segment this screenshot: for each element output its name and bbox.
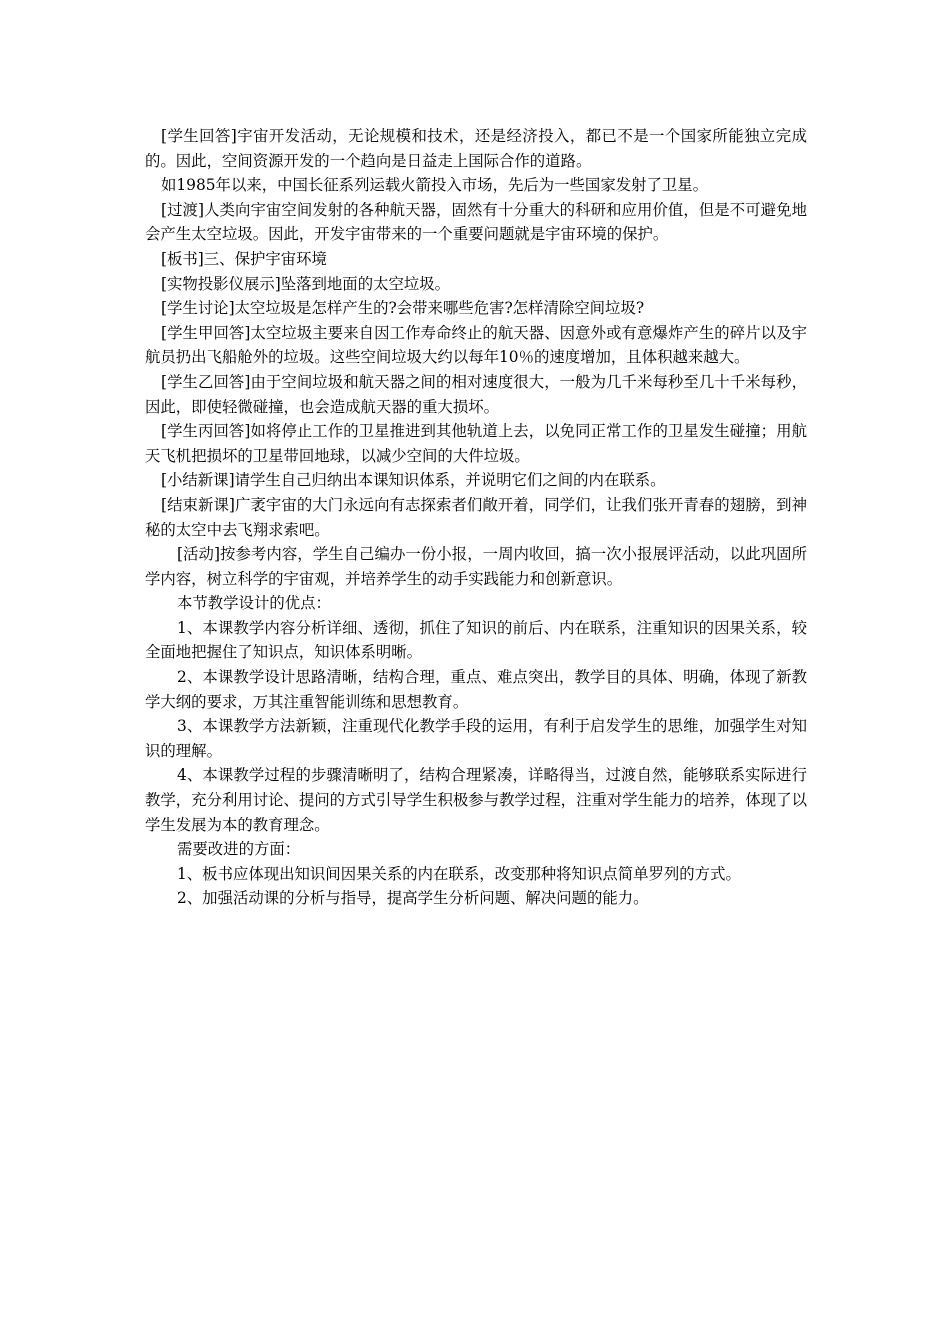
paragraph-projector: [实物投影仪展示]坠落到地面的太空垃圾。	[161, 274, 451, 293]
paragraph-activity: [活动]按参考内容，学生自己编办一份小报，一周内收回，搞一次小报展评活动，以此巩固所学内容，树立科学的宇宙观，并培养学生的动手实践能力和创新意识。	[145, 545, 807, 588]
paragraph-summary: [小结新课]请学生自己归纳出本课知识体系，并说明它们之间的内在联系。	[161, 471, 666, 490]
paragraph-student-answer: [学生回答]宇宙开发活动，无论规模和技术，还是经济投入，都已不是一个国家所能独立完成的。因此，空间资源开发的一个趋向是日益走上国际合作的道路。	[145, 127, 807, 170]
paragraph-student-b: [学生乙回答]由于空间垃圾和航天器之间的相对速度很大，一般为几千米每秒至几十千米每秒，因此，即使轻微碰撞，也会造成航天器的重大损坏。	[145, 372, 807, 416]
paragraph-student-c: [学生丙回答]如将停止工作的卫星推进到其他轨道上去，以免同正常工作的卫星发生碰撞；用航天飞机把损坏的卫星带回地球，以减少空间的大件垃圾。	[145, 422, 807, 465]
heading-advantages: 本节教学设计的优点：	[177, 594, 331, 613]
list-item-advantage-1: 1、本课教学内容分析详细、透彻，抓住了知识的前后、内在联系，注重知识的因果关系，较全面地把握住了知识点，知识体系明晰。	[145, 618, 807, 662]
paragraph-example-1985: 如1985年以来，中国长征系列运载火箭投入市场，先后为一些国家发射了卫星。	[161, 176, 709, 195]
document-body	[145, 124, 807, 911]
paragraph-blackboard: [板书]三、保护宇宙环境	[161, 249, 327, 268]
list-item-improvement-2: 2、加强活动课的分析与指导，提高学生分析问题、解决问题的能力。	[177, 889, 649, 908]
list-item-advantage-3: 3、本课教学方法新颖，注重现代化教学手段的运用，有利于启发学生的思维，加强学生对知识的理解。	[145, 717, 807, 760]
paragraph-student-a: [学生甲回答]太空垃圾主要来自因工作寿命终止的航天器、因意外或有意爆炸产生的碎片以及宇航员扔出飞船舱外的垃圾。这些空间垃圾大约以每年10％的速度增加，且体积越来越大。	[145, 323, 807, 367]
list-item-advantage-4: 4、本课教学过程的步骤清晰明了，结构合理紧凑，详略得当，过渡自然，能够联系实际进行教学，充分利用讨论、提问的方式引导学生积极参与教学过程，注重对学生能力的培养，体现了以学生发展为本的教育理念。	[145, 766, 807, 834]
list-item-improvement-1: 1、板书应体现出知识间因果关系的内在联系，改变那种将知识点简单罗列的方式。	[177, 864, 741, 883]
paragraph-conclusion: [结束新课]广袤宇宙的大门永远向有志探索者们敞开着，同学们，让我们张开青春的翅膀，到神秘的太空中去飞翔求索吧。	[145, 495, 807, 539]
paragraph-transition: [过渡]人类向宇宙空间发射的各种航天器，固然有十分重大的科研和应用价值，但是不可避免地会产生太空垃圾。因此，开发宇宙带来的一个重要问题就是宇宙环境的保护。	[145, 200, 807, 244]
paragraph-discussion: [学生讨论]太空垃圾是怎样产生的?会带来哪些危害?怎样清除空间垃圾?	[161, 299, 645, 318]
heading-improvements: 需要改进的方面：	[177, 840, 301, 859]
list-item-advantage-2: 2、本课教学设计思路清晰，结构合理，重点、难点突出，教学目的具体、明确，体现了新教学大纲的要求，万其注重智能训练和思想教育。	[145, 668, 807, 711]
